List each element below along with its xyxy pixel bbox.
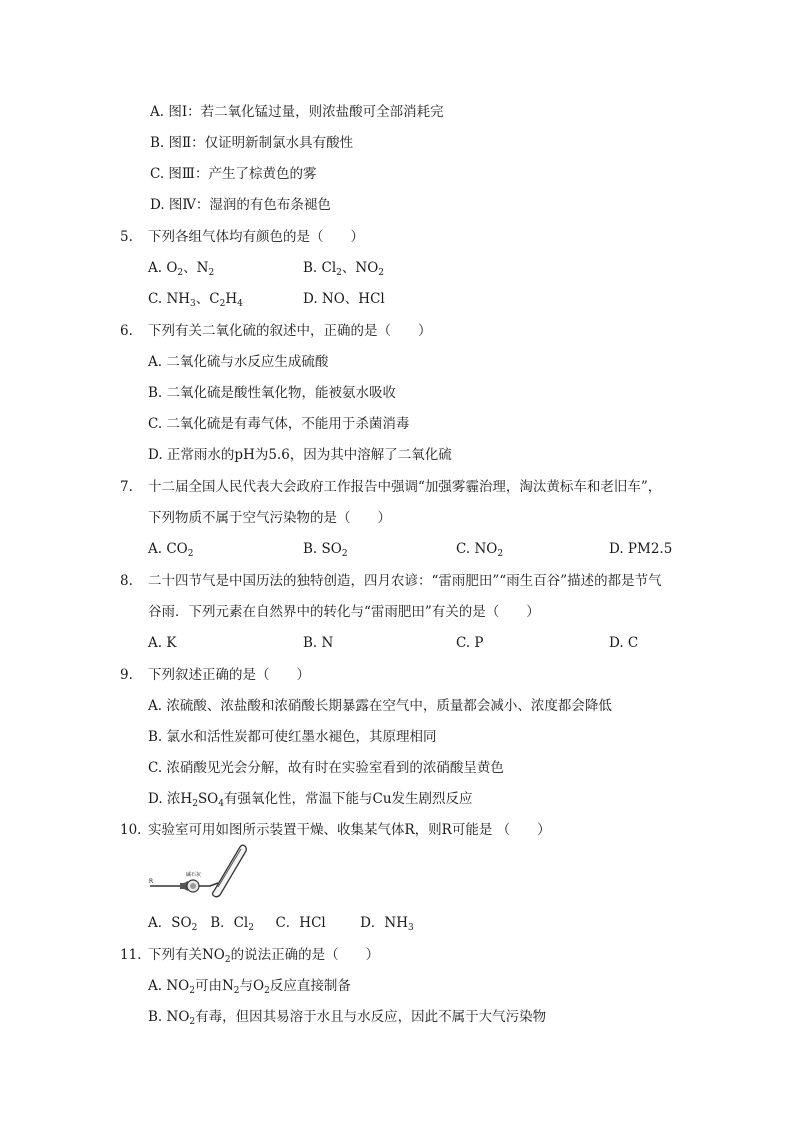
q6-option-c: C. 二氧化硫是有毒气体，不能用于杀菌消毒: [148, 416, 410, 432]
q10-options: [148, 914, 414, 932]
q5-option-b: B. $Cl_2$、$NO_2$: [303, 260, 385, 278]
q6-stem: 下列有关二氧化硫的叙述中，正确的是（ ）: [148, 323, 432, 339]
q9-stem: 下列叙述正确的是（ ）: [148, 667, 310, 683]
q9-option-c: C. 浓硝酸见光会分解，故有时在实验室看到的浓硝酸呈黄色: [148, 760, 504, 776]
q6-option-b: B. 二氧化硫是酸性氧化物，能被氨水吸收: [148, 385, 397, 401]
q6-option-d: D. 正常雨水的pH为5.6，因为其中溶解了二氧化硫: [148, 447, 452, 463]
q5-stem: 下列各组气体均有颜色的是（ ）: [148, 229, 364, 245]
q7-option-a: A. $CO_2$: [148, 541, 194, 559]
collection-test-tube: [213, 845, 247, 897]
q8-option-a: A. K: [148, 635, 177, 651]
prev-option-c: C. 图Ⅲ：产生了棕黄色的雾: [150, 166, 317, 182]
connector-tube: [199, 883, 218, 886]
q8-option-c: C. P: [456, 635, 484, 651]
prev-option-a: A. 图Ⅰ：若二氧化锰过量，则浓盐酸可全部消耗完: [150, 104, 444, 120]
q7-stem-line1: 十二届全国人民代表大会政府工作报告中强调“加强雾霾治理，淘汰黄标车和老旧车”，: [148, 479, 662, 495]
prev-option-d: D. 图Ⅳ：湿润的有色布条褪色: [150, 197, 331, 213]
q10-number: 10.: [120, 822, 142, 838]
q10-option-c: C．HCl: [275, 915, 326, 931]
gas-r-label: R: [149, 878, 154, 885]
q8-option-b: B. N: [303, 635, 334, 651]
q11-number: 11.: [120, 947, 142, 963]
soda-lime-fill: [190, 883, 196, 889]
q7-option-b: B. $SO_2$: [303, 541, 348, 559]
q10-option-a: A．$SO_2$: [148, 915, 198, 933]
q5-option-a: A. $O_2$、$N_2$: [148, 260, 215, 278]
q8-number: 8.: [120, 573, 133, 589]
q9-option-d: D. 浓$H_2SO_4$有强氧化性，常温下能与Cu发生剧烈反应: [148, 791, 473, 809]
q7-stem-line2: 下列物质不属于空气污染物的是（ ）: [148, 510, 391, 526]
q10-option-b: B．$Cl_2$: [210, 915, 254, 933]
q6-option-a: A. 二氧化硫与水反应生成硫酸: [148, 354, 329, 370]
q11-option-b: B. $NO_2$有毒，但因其易溶于水且与水反应，因此不属于大气污染物: [148, 1009, 547, 1027]
inner-tube: [218, 849, 241, 887]
q5-number: 5.: [120, 229, 133, 245]
q11-option-a: A. $NO_2$可由$N_2$与$O_2$反应直接制备: [148, 978, 351, 996]
q7-option-d: D. PM2.5: [609, 541, 673, 557]
q8-stem-line1: 二十四节气是中国历法的独特创造，四月农谚：“雷雨肥田”“雨生百谷”描述的都是节气: [148, 573, 662, 589]
q8-option-d: D. C: [609, 635, 639, 651]
q10-option-d: D．$NH_3$: [360, 915, 414, 933]
q5-option-d: D. NO、HCl: [303, 291, 385, 307]
q10-stem: 实验室可用如图所示装置干燥、收集某气体R，则R可能是 （ ）: [148, 822, 551, 838]
q5-option-c: C. $NH_3$、$C_2H_4$: [148, 291, 243, 309]
q8-stem-line2: 谷雨．下列元素在自然界中的转化与“雷雨肥田”有关的是（ ）: [148, 604, 540, 620]
q11-stem: 下列有关$NO_2$的说法正确的是（ ）: [148, 947, 380, 965]
q7-option-c: C. $NO_2$: [456, 541, 504, 559]
q9-option-b: B. 氯水和活性炭都可使红墨水褪色，其原理相同: [148, 729, 437, 745]
q9-number: 9.: [120, 667, 133, 683]
q9-option-a: A. 浓硫酸、浓盐酸和浓硝酸长期暴露在空气中，质量都会减小、浓度都会降低: [148, 698, 612, 714]
q7-number: 7.: [120, 479, 133, 495]
soda-lime-label: 碱石灰: [186, 872, 202, 878]
prev-option-b: B. 图Ⅱ：仅证明新制氯水具有酸性: [150, 135, 354, 151]
q6-number: 6.: [120, 323, 133, 339]
drying-collection-apparatus-figure: [148, 843, 258, 898]
